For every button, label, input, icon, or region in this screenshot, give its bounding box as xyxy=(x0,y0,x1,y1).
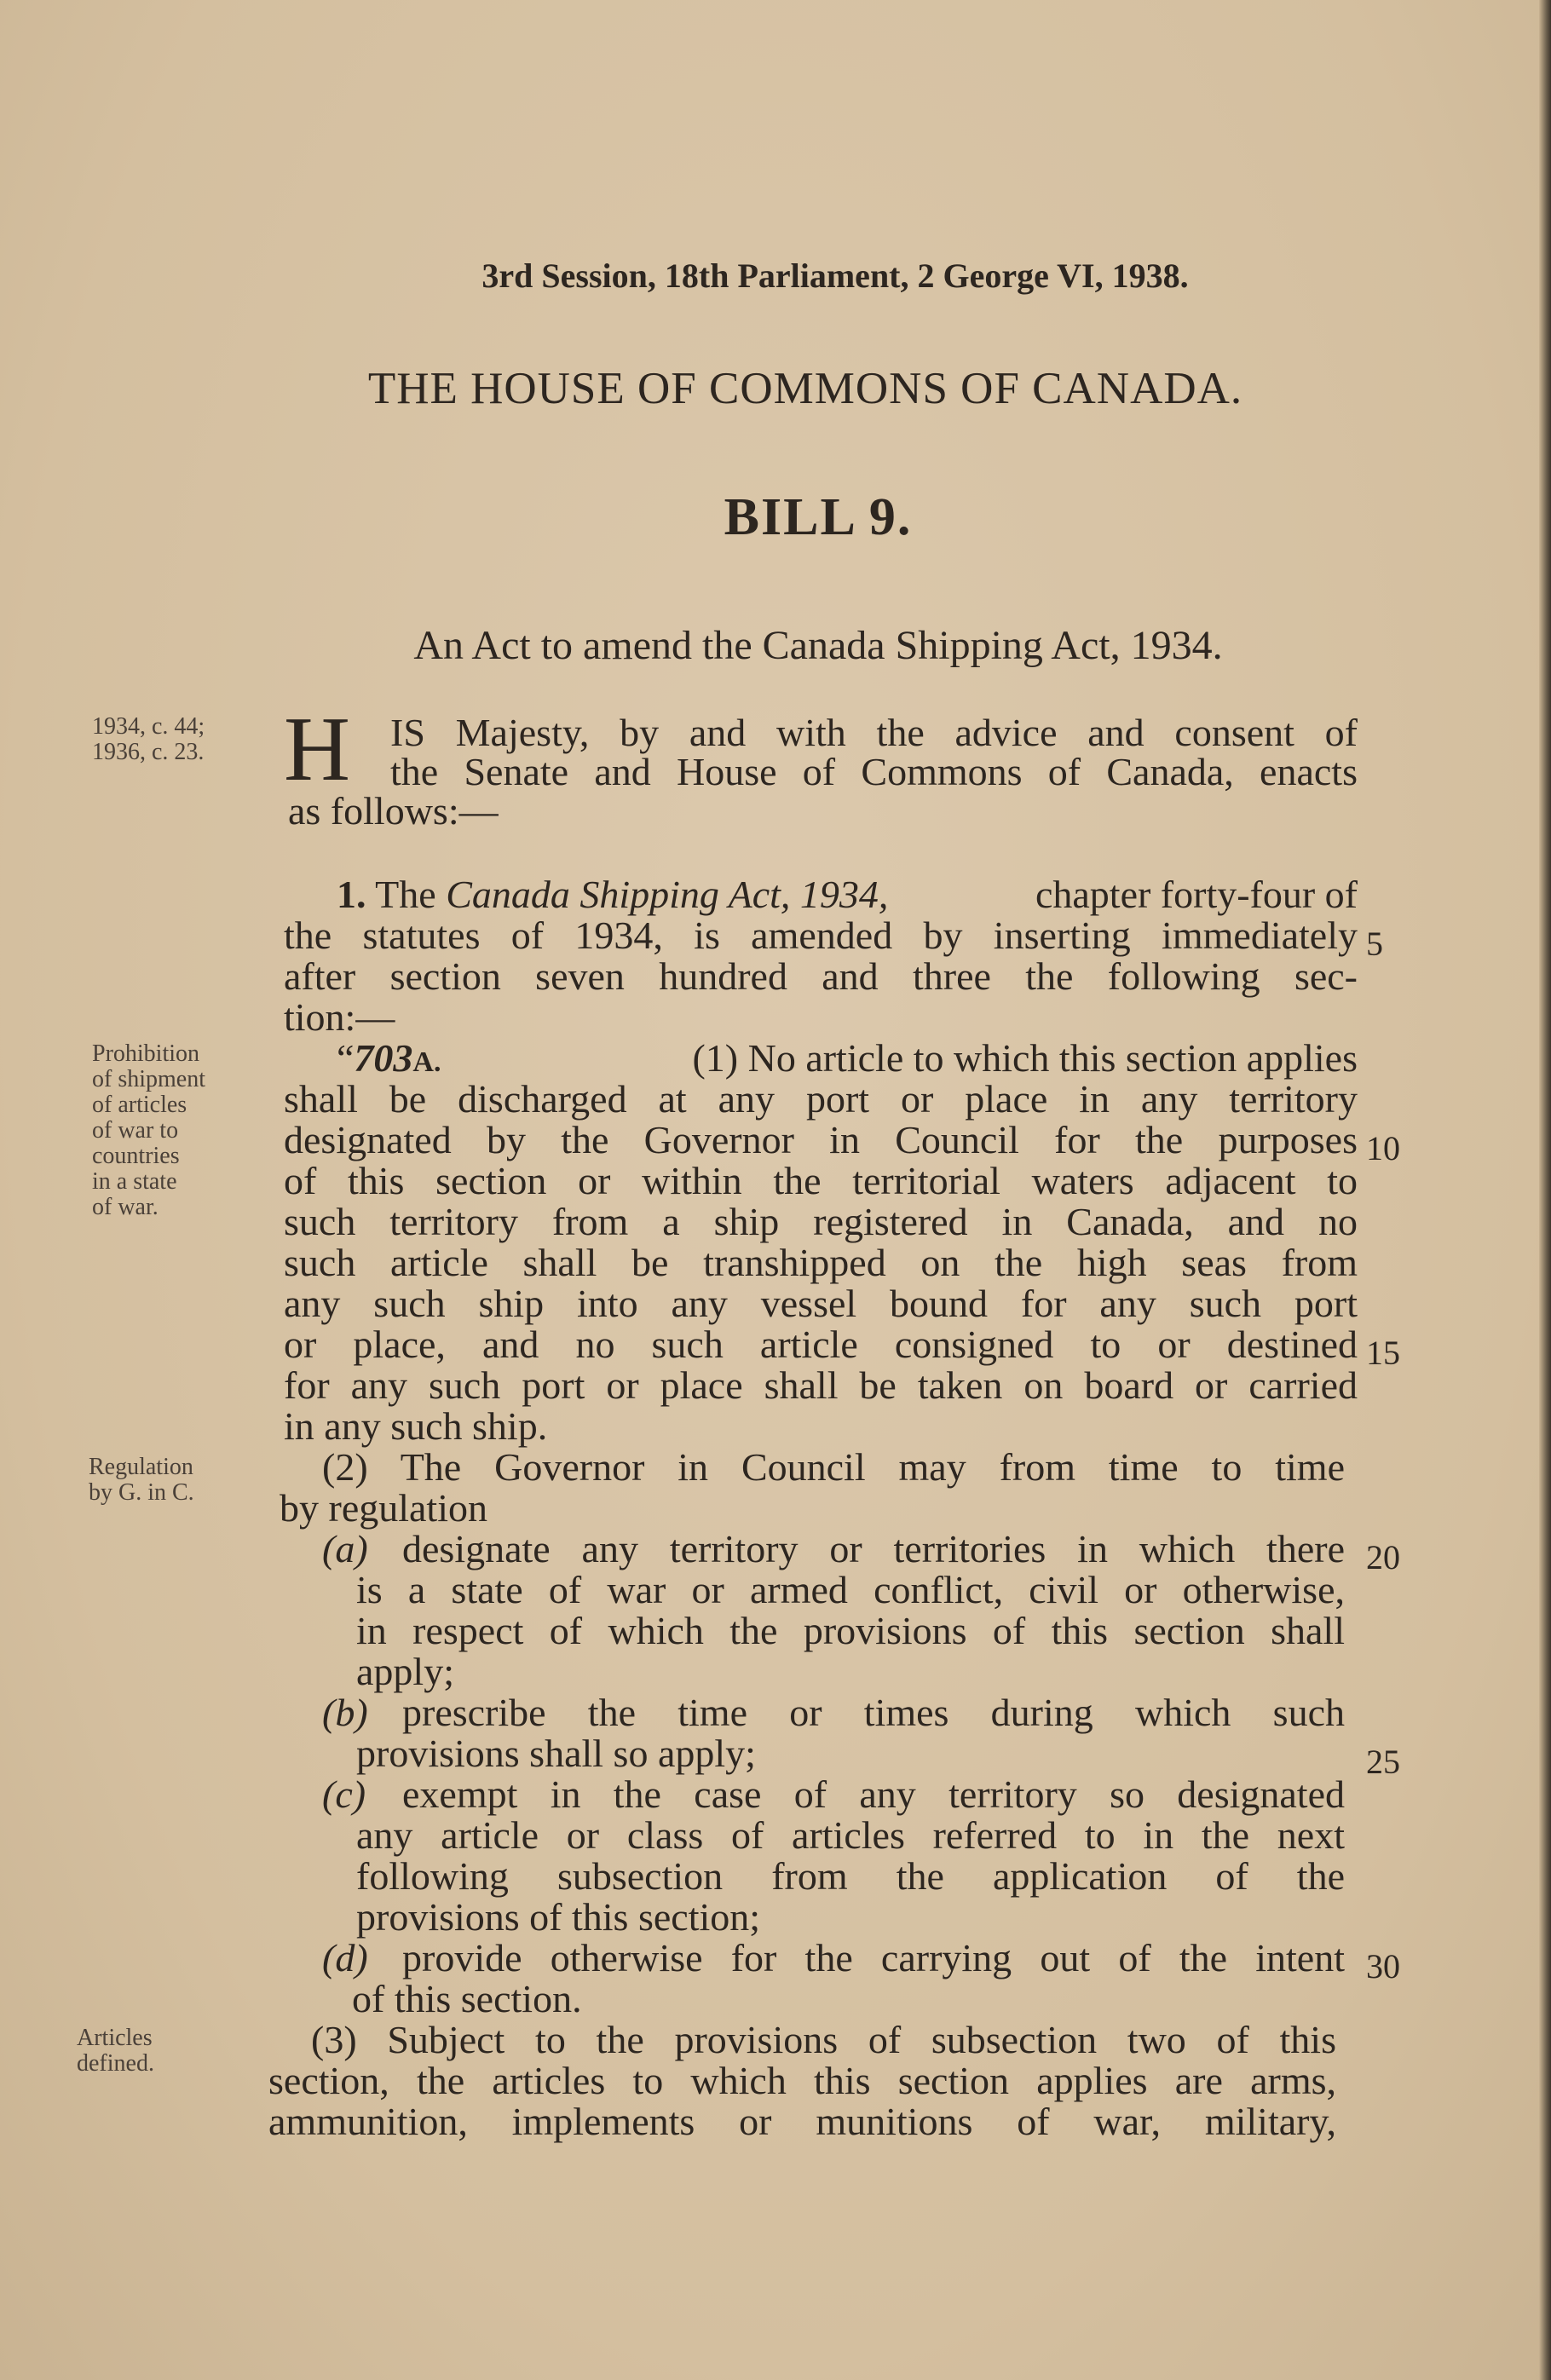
bill-number: BILL 9. xyxy=(724,488,913,546)
clause-label-c: (c) xyxy=(322,1772,366,1816)
subsection-1-line: such territory from a ship registered in Canada, and no xyxy=(284,1200,1358,1243)
margin-note-line: of articles xyxy=(92,1092,187,1118)
section-703a-suffix: A. xyxy=(412,1046,441,1078)
section-703a-number: 703 xyxy=(354,1036,413,1080)
margin-note-line: Regulation xyxy=(89,1454,193,1480)
subsection-1-line: in any such ship. xyxy=(284,1404,548,1448)
enacting-line-3: as follows:— xyxy=(288,789,499,833)
clause-c-line: exempt in the case of any territory so designated xyxy=(402,1772,1345,1816)
clause-a-line: is a state of war or armed conflict, civil or otherwise, xyxy=(356,1568,1345,1611)
line-number: 25 xyxy=(1366,1743,1400,1781)
enacting-line-2: the Senate and House of Commons of Canada, enacts xyxy=(390,750,1358,793)
margin-note-line: of shipment xyxy=(92,1066,205,1092)
subsection-1-line: of this section or within the territorial waters adjacent to xyxy=(284,1159,1358,1202)
clause-b-line: prescribe the time or times during which such xyxy=(402,1691,1345,1734)
enacting-line-1: IS Majesty, by and with the advice and consent of xyxy=(390,711,1358,754)
clause-a-line: in respect of which the provisions of this section shall xyxy=(356,1609,1345,1652)
clause-c-line: provisions of this section; xyxy=(356,1895,761,1939)
margin-note-line: countries xyxy=(92,1143,180,1169)
margin-note-line: 1936, c. 23. xyxy=(92,739,205,765)
subsection-2-line-2: by regulation xyxy=(280,1486,487,1530)
subsection-2-line-1: (2) The Governor in Council may from time to time xyxy=(322,1445,1345,1489)
subsection-1-line: any such ship into any vessel bound for any such port xyxy=(284,1282,1358,1325)
clause-label-a: (a) xyxy=(322,1527,368,1570)
clause-label-d: (d) xyxy=(322,1936,368,1979)
margin-note-line: Prohibition xyxy=(92,1040,200,1067)
act-title: An Act to amend the Canada Shipping Act, 1934. xyxy=(413,623,1223,668)
margin-note-articles xyxy=(77,2026,154,2077)
clause-a-line: apply; xyxy=(356,1650,454,1693)
page-edge xyxy=(1539,0,1551,2380)
clause-label-b: (b) xyxy=(322,1691,368,1734)
margin-note-line: in a state xyxy=(92,1168,177,1195)
clause-a-line: designate any territory or territories in which there xyxy=(402,1527,1345,1570)
subsection-3-line: (3) Subject to the provisions of subsection two of this xyxy=(311,2018,1336,2061)
section-number: 1. xyxy=(337,873,366,916)
line-number: 30 xyxy=(1366,1947,1400,1985)
clause-b-line: provisions shall so apply; xyxy=(356,1732,756,1775)
section-1-line-3: after section seven hundred and three the following sec- xyxy=(284,954,1358,998)
subsection-1-text: (1) No article to which this section applies xyxy=(692,1036,1358,1080)
clause-c-line: any article or class of articles referred to in the next xyxy=(356,1813,1345,1857)
section-1-line-1 xyxy=(337,874,1358,915)
margin-note-line: of war to xyxy=(92,1117,179,1144)
house-title: THE HOUSE OF COMMONS OF CANADA. xyxy=(367,364,1243,413)
drop-cap: H xyxy=(284,699,350,800)
line-number: 20 xyxy=(1366,1538,1400,1576)
line-number: 15 xyxy=(1366,1334,1400,1372)
margin-note-citation xyxy=(92,714,205,765)
subsection-3-line: ammunition, implements or munitions of war, military, xyxy=(268,2100,1336,2143)
section-1-lead: The xyxy=(375,873,436,916)
margin-note-line: of war. xyxy=(92,1194,159,1220)
line-number: 5 xyxy=(1366,925,1383,963)
margin-note-line: defined. xyxy=(77,2050,154,2077)
clause-d-line: provide otherwise for the carrying out of the intent xyxy=(402,1936,1345,1979)
margin-note-line: Articles xyxy=(77,2025,153,2051)
session-line: 3rd Session, 18th Parliament, 2 George VI, 1938. xyxy=(481,256,1189,295)
subsection-1-line: or place, and no such article consigned to or destined xyxy=(284,1323,1358,1366)
section-1-rest: chapter forty-four of xyxy=(1035,873,1358,916)
margin-note-line: by G. in C. xyxy=(89,1479,194,1506)
line-number: 10 xyxy=(1366,1129,1400,1167)
margin-note-line: 1934, c. 44; xyxy=(92,713,205,740)
clause-d-line: of this section. xyxy=(352,1977,582,2020)
margin-note-prohibition xyxy=(92,1041,205,1220)
margin-note-regulation xyxy=(89,1455,194,1506)
act-name: Canada Shipping Act, 1934, xyxy=(446,873,889,916)
subsection-1-line: designated by the Governor in Council for the purposes xyxy=(284,1118,1358,1161)
subsection-1-line: for any such port or place shall be taken on board or carried xyxy=(284,1363,1358,1407)
section-1-line-2: the statutes of 1934, is amended by inserting immediately xyxy=(284,913,1358,957)
subsection-3-line: section, the articles to which this section applies are arms, xyxy=(268,2059,1336,2102)
section-1-line-4: tion:— xyxy=(284,995,395,1039)
open-quote: “ xyxy=(337,1036,355,1080)
subsection-1-line: such article shall be transhipped on the high seas from xyxy=(284,1241,1358,1284)
subsection-1-line: shall be discharged at any port or place in any territory xyxy=(284,1077,1358,1121)
clause-c-line: following subsection from the application of the xyxy=(356,1854,1345,1898)
